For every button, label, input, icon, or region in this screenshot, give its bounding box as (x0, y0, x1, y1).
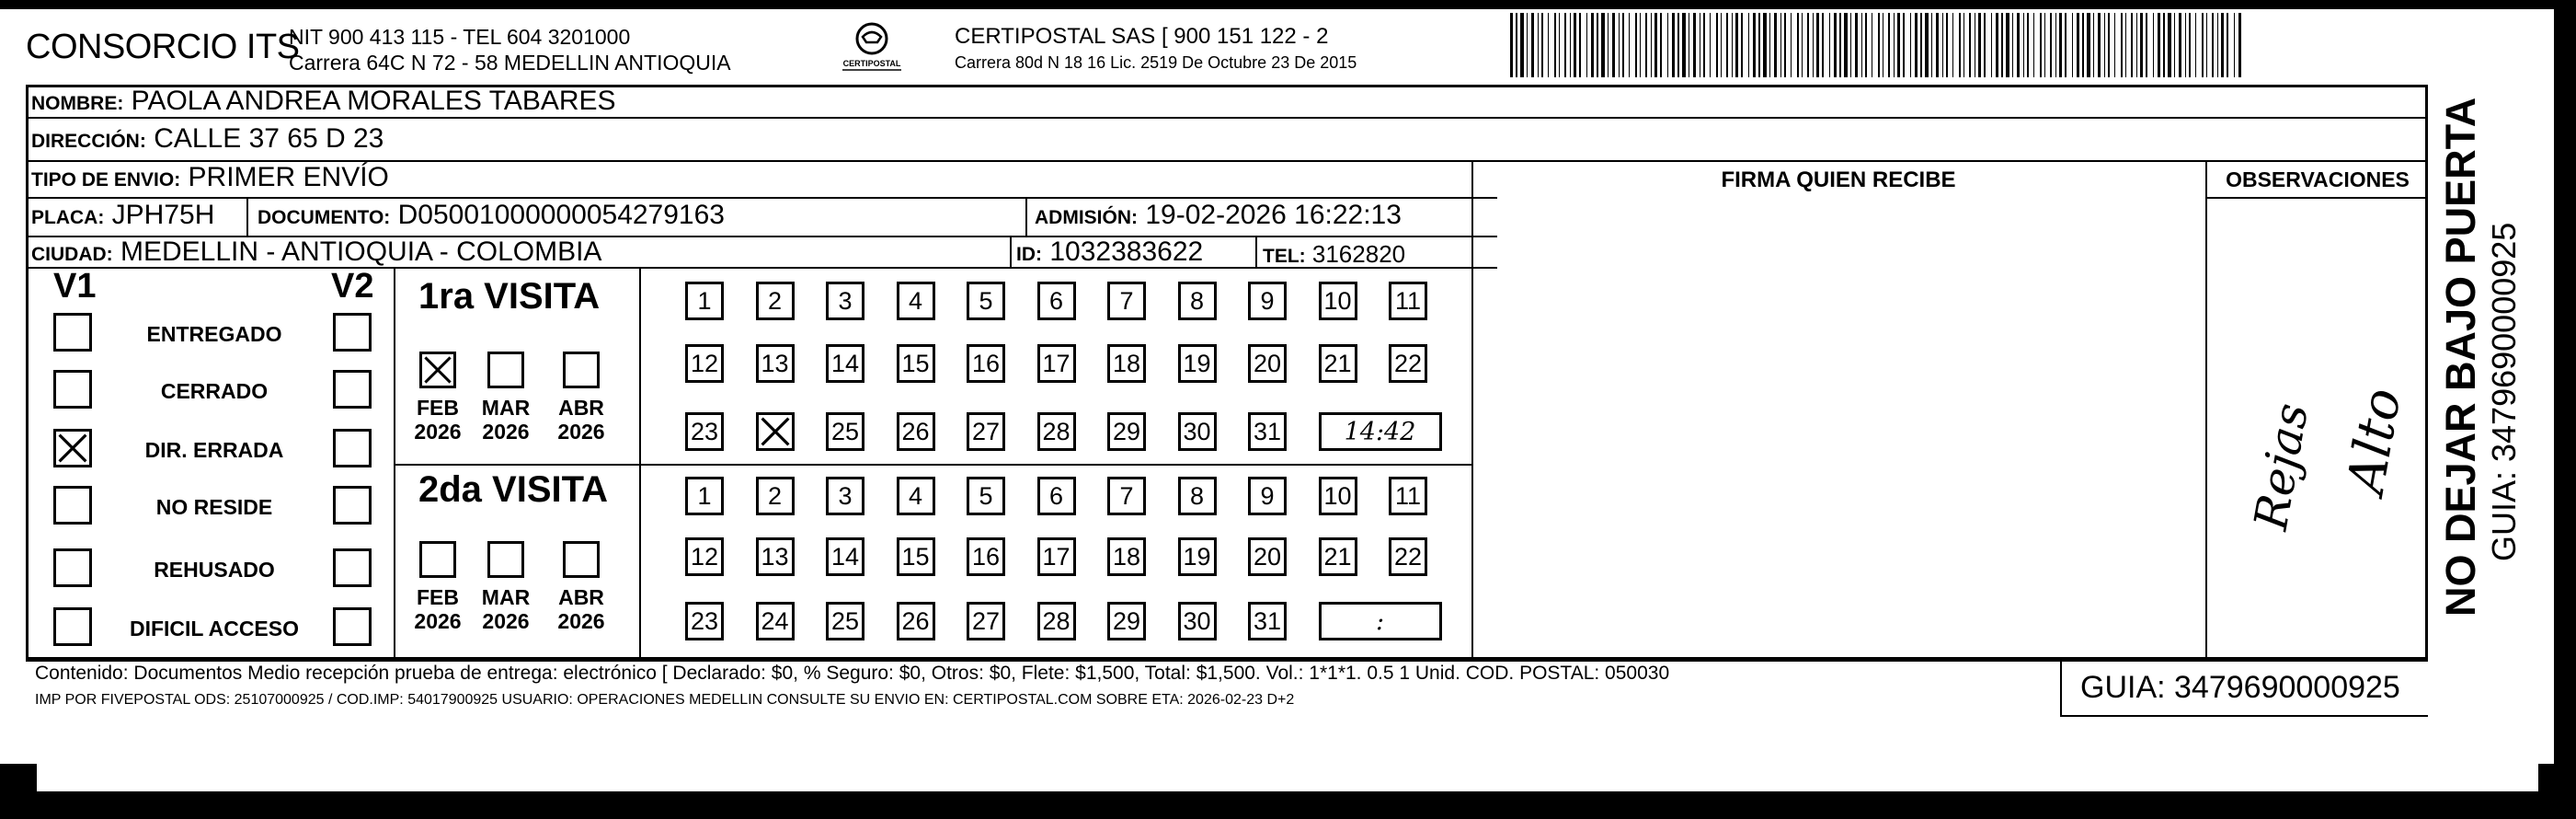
certipostal-nit: CERTIPOSTAL SAS [ 900 151 122 - 2 (955, 24, 1329, 49)
day-checkbox[interactable]: 2 (756, 477, 795, 515)
v1-checkbox[interactable] (53, 429, 92, 467)
day-checkbox[interactable]: 19 (1178, 537, 1217, 576)
day-checkbox[interactable]: 5 (967, 282, 1005, 320)
month-label: ABR 2026 (557, 396, 605, 444)
direccion-field (31, 123, 384, 157)
day-checkbox[interactable]: 19 (1178, 344, 1217, 383)
status-reason: REHUSADO (154, 558, 275, 582)
admision-field (1035, 200, 1402, 234)
day-checkbox[interactable]: 30 (1178, 602, 1217, 640)
day-checkbox[interactable]: 28 (1037, 602, 1076, 640)
guia-number: GUIA: 3479690000925 (2080, 670, 2400, 705)
status-reason: DIFICIL ACCESO (129, 617, 299, 640)
day-checkbox[interactable]: 18 (1107, 537, 1146, 576)
status-reason: DIR. ERRADA (144, 438, 284, 462)
col-divider (2205, 160, 2207, 660)
day-checkbox[interactable]: 17 (1037, 344, 1076, 383)
col-divider (246, 197, 248, 236)
day-checkbox[interactable]: 31 (1248, 412, 1287, 451)
tipo-field (31, 162, 389, 196)
month-checkbox[interactable] (487, 541, 524, 578)
ciudad-field (31, 236, 601, 271)
day-checkbox[interactable]: 8 (1178, 282, 1217, 320)
col-divider (394, 267, 395, 660)
month-label: FEB 2026 (414, 585, 462, 633)
scan-border-gap (37, 764, 2538, 791)
v2-label: V2 (331, 267, 374, 306)
day-checkbox[interactable]: 23 (685, 412, 724, 451)
day-checkbox[interactable] (756, 412, 795, 451)
day-checkbox[interactable]: 12 (685, 537, 724, 576)
v1-checkbox[interactable] (53, 486, 92, 525)
day-checkbox[interactable]: 24 (756, 602, 795, 640)
v1-label: V1 (53, 267, 97, 306)
status-reason: NO RESIDE (155, 495, 273, 519)
day-checkbox[interactable]: 9 (1248, 477, 1287, 515)
tel-field (1263, 238, 1405, 272)
v2-checkbox[interactable] (333, 429, 372, 467)
v2-checkbox[interactable] (333, 607, 372, 646)
day-checkbox[interactable]: 23 (685, 602, 724, 640)
day-checkbox[interactable]: 11 (1389, 477, 1427, 515)
row-divider (2207, 197, 2428, 199)
day-checkbox[interactable]: 22 (1389, 344, 1427, 383)
v1-checkbox[interactable] (53, 370, 92, 409)
handwritten-observation (2244, 384, 2413, 644)
day-checkbox[interactable]: 20 (1248, 344, 1287, 383)
nombre-label: NOMBRE: (31, 93, 124, 114)
certipostal-info (955, 24, 1357, 75)
observaciones-label: OBSERVACIONES (2226, 167, 2410, 191)
v1-checkbox[interactable] (53, 548, 92, 587)
day-checkbox[interactable]: 17 (1037, 537, 1076, 576)
day-checkbox[interactable]: 25 (826, 602, 864, 640)
side-no-dejar: NO DEJAR BAJO PUERTA (2437, 97, 2484, 617)
month-checkbox[interactable] (563, 352, 600, 388)
day-checkbox[interactable]: 20 (1248, 537, 1287, 576)
day-checkbox[interactable]: 8 (1178, 477, 1217, 515)
v1-checkbox[interactable] (53, 607, 92, 646)
tipo-value: PRIMER ENVÍO (188, 162, 389, 192)
month-checkbox[interactable] (419, 352, 456, 388)
col-divider (2060, 660, 2062, 715)
documento-field (258, 200, 725, 234)
day-checkbox[interactable]: 21 (1319, 344, 1357, 383)
visit-divider (394, 464, 1471, 466)
day-checkbox[interactable]: 14 (826, 344, 864, 383)
handwritten-line-1: Rejas (2244, 398, 2319, 535)
day-checkbox[interactable]: 16 (967, 344, 1005, 383)
status-reason: CERRADO (160, 379, 269, 403)
day-checkbox[interactable]: 6 (1037, 477, 1076, 515)
admision-label: ADMISIÓN: (1035, 207, 1138, 228)
admision-value: 19-02-2026 16:22:13 (1145, 200, 1402, 230)
day-checkbox[interactable]: 15 (897, 537, 935, 576)
col-divider (1010, 236, 1012, 267)
v2-checkbox[interactable] (333, 548, 372, 587)
month-checkbox[interactable] (563, 541, 600, 578)
col-divider (639, 267, 641, 660)
id-label: ID: (1016, 244, 1042, 265)
day-checkbox[interactable]: 21 (1319, 537, 1357, 576)
placa-label: PLACA: (31, 207, 105, 228)
day-checkbox[interactable]: 29 (1107, 602, 1146, 640)
firma-label: FIRMA QUIEN RECIBE (1721, 167, 1956, 192)
direccion-value: CALLE 37 65 D 23 (154, 123, 384, 154)
v1-checkbox[interactable] (53, 313, 92, 352)
nombre-value: PAOLA ANDREA MORALES TABARES (131, 86, 616, 116)
time-field[interactable]: : (1319, 602, 1442, 640)
company-name: CONSORCIO ITS (26, 28, 300, 66)
col-divider (1471, 160, 1473, 660)
day-checkbox[interactable]: 27 (967, 412, 1005, 451)
day-checkbox[interactable]: 22 (1389, 537, 1427, 576)
day-checkbox[interactable]: 1 (685, 477, 724, 515)
first-visit-title: 1ra VISITA (418, 276, 601, 317)
side-label (2437, 97, 2557, 635)
scan-border-top (0, 0, 2576, 9)
guia-box-bottom (2060, 715, 2428, 717)
id-field (1016, 236, 1203, 271)
documento-value: D05001000000054279163 (397, 200, 725, 230)
time-field[interactable]: 14:42 (1319, 412, 1442, 451)
ciudad-label: CIUDAD: (31, 244, 113, 265)
day-checkbox[interactable]: 13 (756, 537, 795, 576)
nombre-field (31, 86, 616, 120)
company-nit: NIT 900 413 115 - TEL 604 3201000 (289, 25, 631, 49)
placa-value: JPH75H (111, 200, 215, 230)
day-checkbox[interactable]: 30 (1178, 412, 1217, 451)
day-checkbox[interactable]: 4 (897, 282, 935, 320)
day-checkbox[interactable]: 9 (1248, 282, 1287, 320)
month-label: ABR 2026 (557, 585, 605, 633)
certipostal-address: Carrera 80d N 18 16 Lic. 2519 De Octubre 23 De 2015 (955, 53, 1357, 72)
second-visit-title: 2da VISITA (418, 469, 608, 510)
day-checkbox[interactable]: 11 (1389, 282, 1427, 320)
day-checkbox[interactable]: 10 (1319, 282, 1357, 320)
month-checkbox[interactable] (419, 541, 456, 578)
direccion-label: DIRECCIÓN: (31, 131, 146, 152)
month-label: MAR 2026 (481, 396, 531, 444)
day-checkbox[interactable]: 7 (1107, 477, 1146, 515)
day-checkbox[interactable]: 25 (826, 412, 864, 451)
day-checkbox[interactable]: 5 (967, 477, 1005, 515)
day-checkbox[interactable]: 16 (967, 537, 1005, 576)
company-info (289, 24, 731, 75)
barcode (1508, 13, 2244, 77)
day-checkbox[interactable]: 28 (1037, 412, 1076, 451)
day-checkbox[interactable]: 27 (967, 602, 1005, 640)
day-checkbox[interactable]: 4 (897, 477, 935, 515)
day-checkbox[interactable]: 7 (1107, 282, 1146, 320)
day-checkbox[interactable]: 3 (826, 477, 864, 515)
col-divider (1025, 197, 1027, 236)
footer-divider (26, 660, 2428, 662)
day-checkbox[interactable]: 15 (897, 344, 935, 383)
day-checkbox[interactable]: 12 (685, 344, 724, 383)
v2-checkbox[interactable] (333, 313, 372, 352)
side-guia: GUIA: 3479690000925 (2485, 222, 2523, 561)
logo-text: CERTIPOSTAL (842, 59, 901, 68)
certipostal-logo (835, 20, 909, 75)
footer-imp: IMP POR FIVEPOSTAL ODS: 25107000925 / COD.IMP: 54017900925 USUARIO: OPERACIONES MEDELLIN CONSULTE SU ENVIO EN: CERTIPOSTAL.COM SOBRE ETA: 2026-02-23 D+2 (35, 692, 1295, 708)
status-reason: ENTREGADO (146, 322, 282, 346)
handwritten-line-2: Alto (2336, 384, 2413, 499)
day-checkbox[interactable]: 13 (756, 344, 795, 383)
tel-label: TEL: (1263, 246, 1306, 267)
documento-label: DOCUMENTO: (258, 207, 391, 228)
tipo-label: TIPO DE ENVIO: (31, 169, 181, 190)
month-label: FEB 2026 (414, 396, 462, 444)
placa-field (31, 200, 214, 234)
ciudad-value: MEDELLIN - ANTIOQUIA - COLOMBIA (120, 236, 602, 267)
col-divider (1255, 236, 1257, 267)
day-checkbox[interactable]: 2 (756, 282, 795, 320)
day-checkbox[interactable]: 14 (826, 537, 864, 576)
day-checkbox[interactable]: 3 (826, 282, 864, 320)
v2-checkbox[interactable] (333, 370, 372, 409)
month-label: MAR 2026 (481, 585, 531, 633)
day-checkbox[interactable]: 6 (1037, 282, 1076, 320)
footer-content: Contenido: Documentos Medio recepción prueba de entrega: electrónico [ Declarado: $0, % Seguro: $0, Otros: $0, Flete: $1,500, Total: $1,500. Vol.: 1*1*1. 0.5 1 Unid. COD. POSTAL: 050030 (35, 663, 1670, 684)
scan-border-right (2554, 0, 2576, 819)
day-checkbox[interactable]: 26 (897, 412, 935, 451)
id-value: 1032383622 (1049, 236, 1204, 267)
tel-value: 3162820 (1311, 240, 1406, 268)
day-checkbox[interactable]: 26 (897, 602, 935, 640)
day-checkbox[interactable]: 1 (685, 282, 724, 320)
day-checkbox[interactable]: 10 (1319, 477, 1357, 515)
day-checkbox[interactable]: 18 (1107, 344, 1146, 383)
day-checkbox[interactable]: 29 (1107, 412, 1146, 451)
day-checkbox[interactable]: 31 (1248, 602, 1287, 640)
company-address: Carrera 64C N 72 - 58 MEDELLIN ANTIOQUIA (289, 51, 731, 75)
v2-checkbox[interactable] (333, 486, 372, 525)
month-checkbox[interactable] (487, 352, 524, 388)
